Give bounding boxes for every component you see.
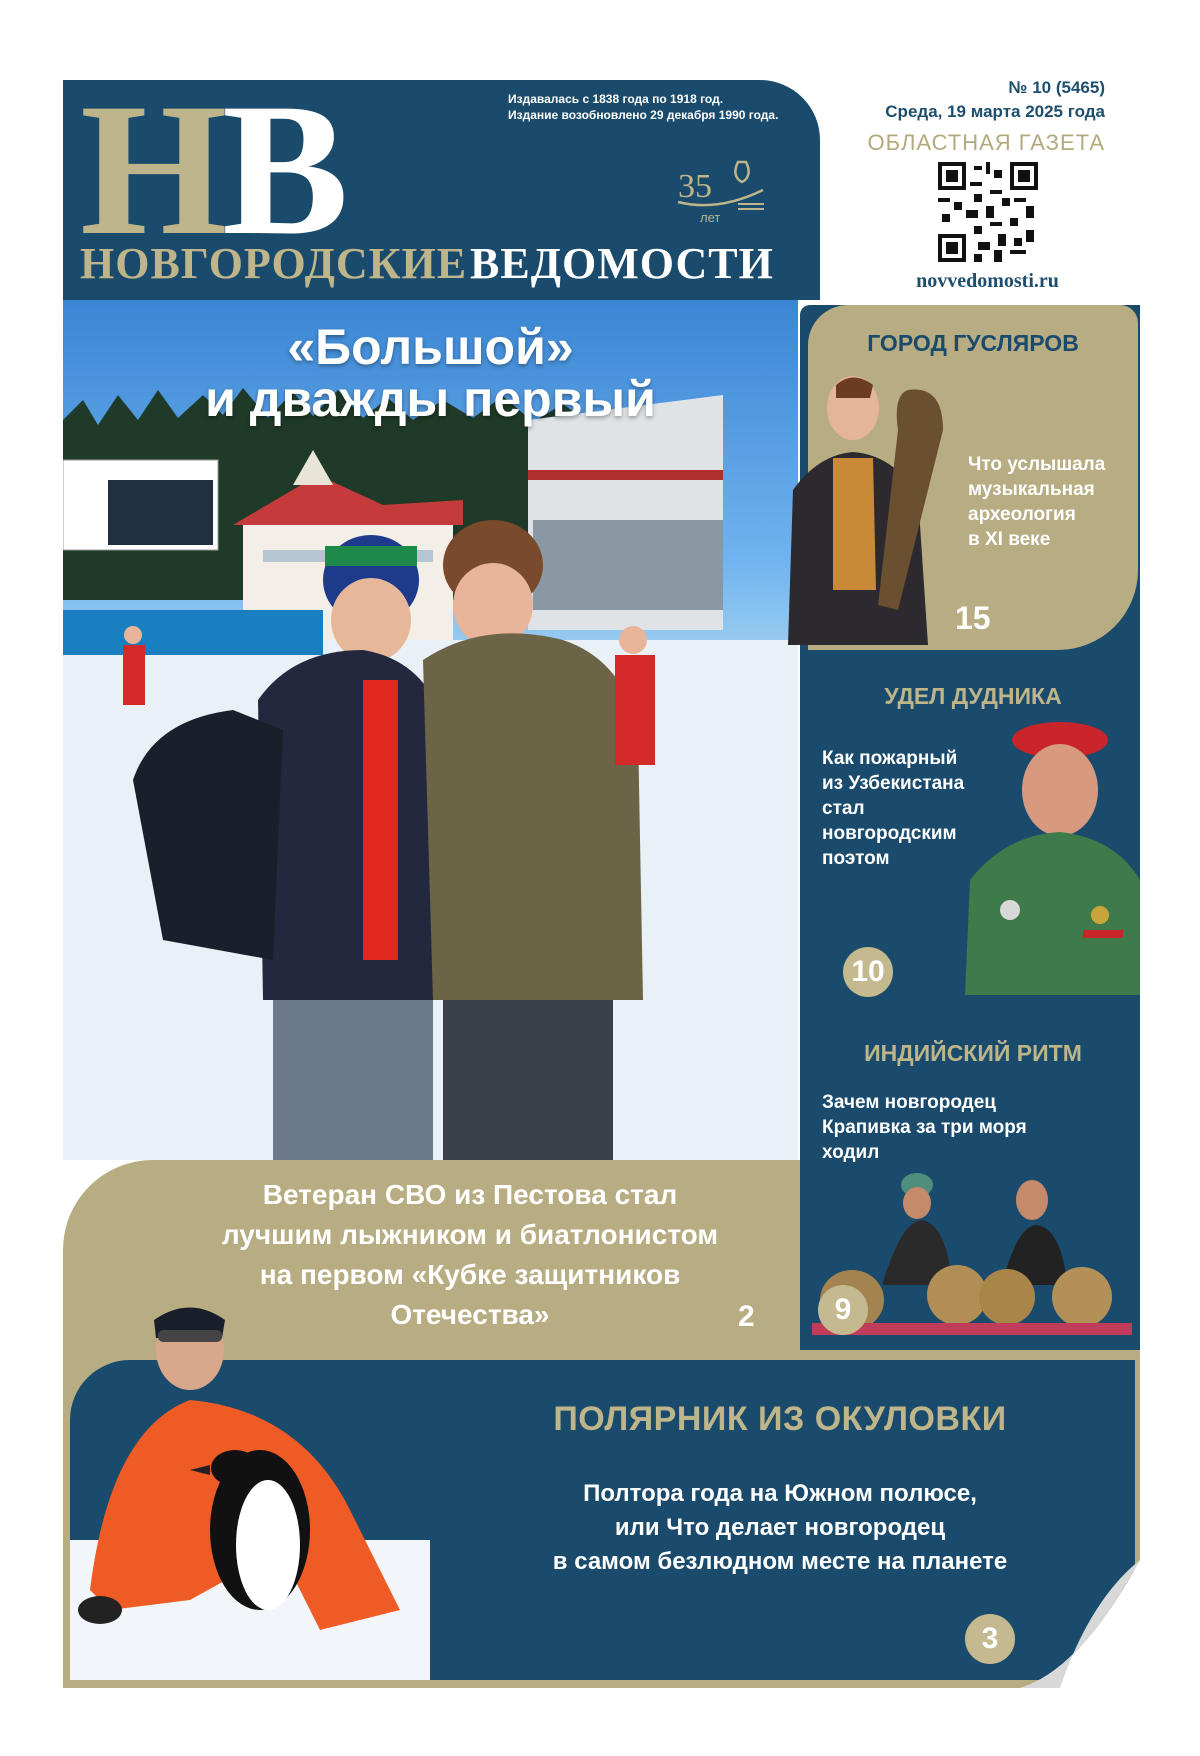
photo-polar-explorer-with-penguin — [70, 1290, 430, 1680]
bottom-story-page[interactable]: 3 — [965, 1614, 1015, 1664]
main-caption-line: Отечества» — [390, 1299, 550, 1330]
teaser-indian-text: Крапивка за три моря — [822, 1117, 1027, 1138]
newspaper-type: ОБЛАСТНАЯ ГАЗЕТА — [867, 130, 1105, 155]
teaser-dudnik-text: поэтом — [822, 848, 890, 869]
newspaper-name-part2: ВЕДОМОСТИ — [470, 239, 774, 288]
teaser-indian-text: Зачем новгородец — [822, 1092, 996, 1113]
main-headline-line-1: «Большой» — [287, 319, 574, 375]
teaser-dudnik-text: Как пожарный — [822, 748, 958, 769]
teaser-dudnik-page[interactable]: 10 — [843, 947, 893, 997]
photo-man-in-beret — [965, 720, 1140, 995]
issue-date: Среда, 19 марта 2025 года — [885, 102, 1105, 121]
teaser-gusliarov-text: музыкальная — [968, 479, 1095, 500]
teaser-indian-page[interactable]: 9 — [818, 1285, 868, 1335]
issue-number: № 10 (5465) — [1008, 78, 1105, 97]
history-note-1: Издавалась с 1838 года по 1918 год. — [508, 92, 724, 106]
teaser-dudnik-text: новгородским — [822, 823, 957, 844]
teaser-gusliarov-text: в XI веке — [968, 529, 1051, 550]
teaser-dudnik-title: УДЕЛ ДУДНИКА — [884, 683, 1062, 709]
teaser-gusliarov-title: ГОРОД ГУСЛЯРОВ — [867, 330, 1079, 356]
teaser-indian-title: ИНДИЙСКИЙ РИТМ — [864, 1040, 1082, 1066]
bottom-story-text: или Что делает новгородец — [614, 1514, 946, 1541]
teaser-gusliarov-text: археология — [968, 504, 1076, 525]
teaser-gusliarov-text: Что услышала — [968, 454, 1106, 475]
teaser-gusliarov-page[interactable]: 15 — [955, 600, 991, 636]
main-caption-line: Ветеран СВО из Пестова стал — [262, 1179, 678, 1210]
anniversary-label: лет — [700, 210, 721, 225]
bottom-story-text: Полтора года на Южном полюсе, — [583, 1480, 977, 1507]
newspaper-name-part1: НОВГОРОДСКИЕ — [80, 239, 468, 288]
bottom-story-text: в самом безлюдном месте на планете — [552, 1548, 1008, 1575]
teaser-indian-text: ходил — [822, 1142, 880, 1163]
website-link[interactable]: novvedomosti.ru — [916, 270, 1059, 292]
main-story-page-number[interactable]: 2 — [738, 1300, 755, 1333]
page-curl-icon — [1020, 1560, 1140, 1688]
qr-code-icon[interactable] — [938, 162, 1038, 262]
teaser-dudnik-text: стал — [822, 798, 865, 819]
main-photo-skiers — [63, 300, 798, 1160]
main-headline-line-2: и дважды первый — [205, 371, 656, 427]
history-note-2: Издание возобновлено 29 декабря 1990 года. — [508, 108, 779, 122]
main-caption-line: на первом «Кубке защитников — [259, 1259, 681, 1290]
logo-letter-h: Н — [80, 65, 228, 275]
bottom-story-title: ПОЛЯРНИК ИЗ ОКУЛОВКИ — [553, 1400, 1007, 1438]
teaser-dudnik-text: из Узбекистана — [822, 773, 965, 794]
anniversary-number: 35 — [678, 168, 712, 205]
main-caption-line: лучшим лыжником и биатлонистом — [221, 1219, 719, 1250]
logo-letter-b: В — [222, 65, 349, 275]
photo-man-with-gusli — [778, 370, 968, 645]
